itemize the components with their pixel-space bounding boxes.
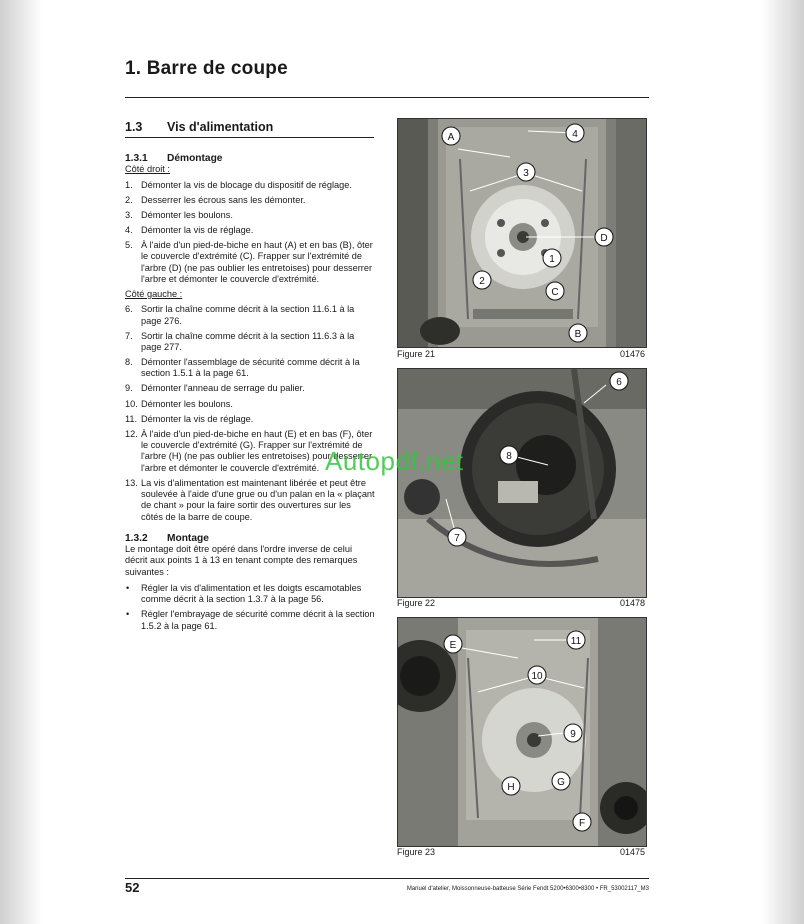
footer-text: Manuel d'atelier, Moissonneuse-batteuse Série Fendt 5200•6300•8300 • FR_53002117_M3: [406, 886, 649, 892]
list-item: • Régler l'embrayage de sécurité comme décrit à la section 1.5.2 à la page 61.: [126, 609, 375, 631]
list-item: 7. Sortir la chaîne comme décrit à la section 11.6.3 à la page 277.: [125, 330, 355, 352]
figure-22-photo: [397, 368, 647, 598]
demontage-title-text: Démontage: [167, 153, 223, 164]
callout-label: F: [578, 818, 586, 829]
demontage-number: 1.3.1: [125, 153, 148, 164]
list-item: 1. Démonter la vis de blocage du dispositif de réglage.: [125, 179, 352, 190]
list-item: 10. Démonter les boulons.: [125, 398, 233, 409]
list-item: 4. Démonter la vis de réglage.: [125, 224, 254, 235]
watermark: Autopdf.net: [325, 446, 464, 476]
list-item: 3. Démonter les boulons.: [125, 209, 233, 220]
left-steps-list: [125, 304, 375, 523]
figure-23-caption: [397, 847, 645, 857]
montage-bullets: [125, 583, 375, 632]
footer-rule: [125, 878, 649, 879]
callout-label: 6: [616, 377, 622, 388]
figure-22-caption: [397, 598, 645, 608]
list-item: • Régler la vis d'alimentation et les doigts escamotables comme décrit à la section 1.3.7 à la page 56.: [126, 583, 362, 605]
callout-label: 2: [479, 276, 485, 287]
figure-label: Figure 22: [397, 598, 436, 608]
callout-label: 9: [570, 729, 576, 740]
page-edge-left: [0, 0, 42, 924]
callout-label: 3: [523, 168, 529, 179]
callout-label: B: [574, 329, 582, 340]
section-title-text: Vis d'alimentation: [167, 120, 274, 134]
right-steps-list: [125, 180, 375, 286]
list-item: 8. Démonter l'assemblage de sécurité comme décrit à la section 1.5.1 à la page 61.: [125, 357, 360, 379]
montage-title-text: Montage: [167, 532, 209, 544]
figure-label: Figure 23: [397, 847, 436, 857]
left-side-label: Côté gauche :: [125, 288, 183, 299]
figure-code: 01478: [619, 598, 645, 608]
list-item: 13. La vis d'alimentation est maintenant libérée et peut être soulevée à l'aide d'une grue ou d'un palan en la « plaçant de chant » pour la faire sortir des ouvertures sur les côtés de la barre de coupe.: [125, 477, 375, 522]
figure-code: 01475: [619, 847, 645, 857]
list-item: 11. Démonter la vis de réglage.: [125, 413, 254, 424]
chapter-title: 1. Barre de coupe: [125, 58, 288, 79]
list-item: 9. Démonter l'anneau de serrage du palier.: [125, 383, 305, 394]
callout-label: 1: [549, 254, 555, 265]
section-number: 1.3: [125, 120, 143, 134]
section-title: [125, 120, 374, 138]
callout-label: E: [449, 640, 457, 651]
callout-label: H: [507, 782, 515, 793]
figure-label: Figure 21: [397, 349, 436, 359]
right-side-label: Côté droit :: [125, 164, 170, 175]
callout-label: 7: [454, 533, 460, 544]
callout-label: C: [551, 287, 559, 298]
callout-label: A: [447, 132, 455, 143]
callout-label: 10: [531, 671, 543, 682]
list-item: 5. À l'aide d'un pied-de-biche en haut (A) et en bas (B), ôter le couvercle d'extrémité (C). Frapper sur l'extrémité de l'arbre (D) (ne pas oublier les entretoises) pour desserrer l'arbre et démonter le couvercle d'extrémité.: [125, 239, 373, 284]
figure-23-photo: [397, 617, 647, 847]
page-edge-right: [762, 0, 804, 924]
list-item: 2. Desserrer les écrous sans les démonter.: [125, 194, 306, 205]
montage-number: 1.3.2: [125, 532, 148, 544]
figure-21-photo: [397, 118, 647, 348]
demontage-title: [125, 153, 375, 164]
figure-21-caption: [397, 349, 645, 359]
montage-title: [125, 533, 375, 544]
callout-label: 11: [570, 636, 582, 647]
callout-label: 8: [506, 451, 512, 462]
header-rule: [125, 97, 649, 98]
list-item: 6. Sortir la chaîne comme décrit à la section 11.6.1 à la page 276.: [125, 304, 355, 326]
callout-label: G: [557, 777, 565, 788]
montage-intro: Le montage doit être opéré dans l'ordre inverse de celui décrit aux points 1 à 13 en tenant compte des remarques suivantes :: [125, 544, 358, 577]
callout-label: D: [600, 233, 608, 244]
demontage-block: [125, 153, 375, 636]
list-item: 12. À l'aide d'un pied-de-biche en haut (E) et en bas (F), ôter le couvercle d'extrémité (G). Frapper sur l'extrémité de l'arbre (H) (ne pas oublier les entretoises) pour desserrer l'arbre et démonter le couvercle d'extrémité.: [125, 428, 373, 473]
figure-code: 01476: [619, 349, 645, 359]
page-number: 52: [125, 880, 140, 895]
callout-label: 4: [572, 129, 578, 140]
